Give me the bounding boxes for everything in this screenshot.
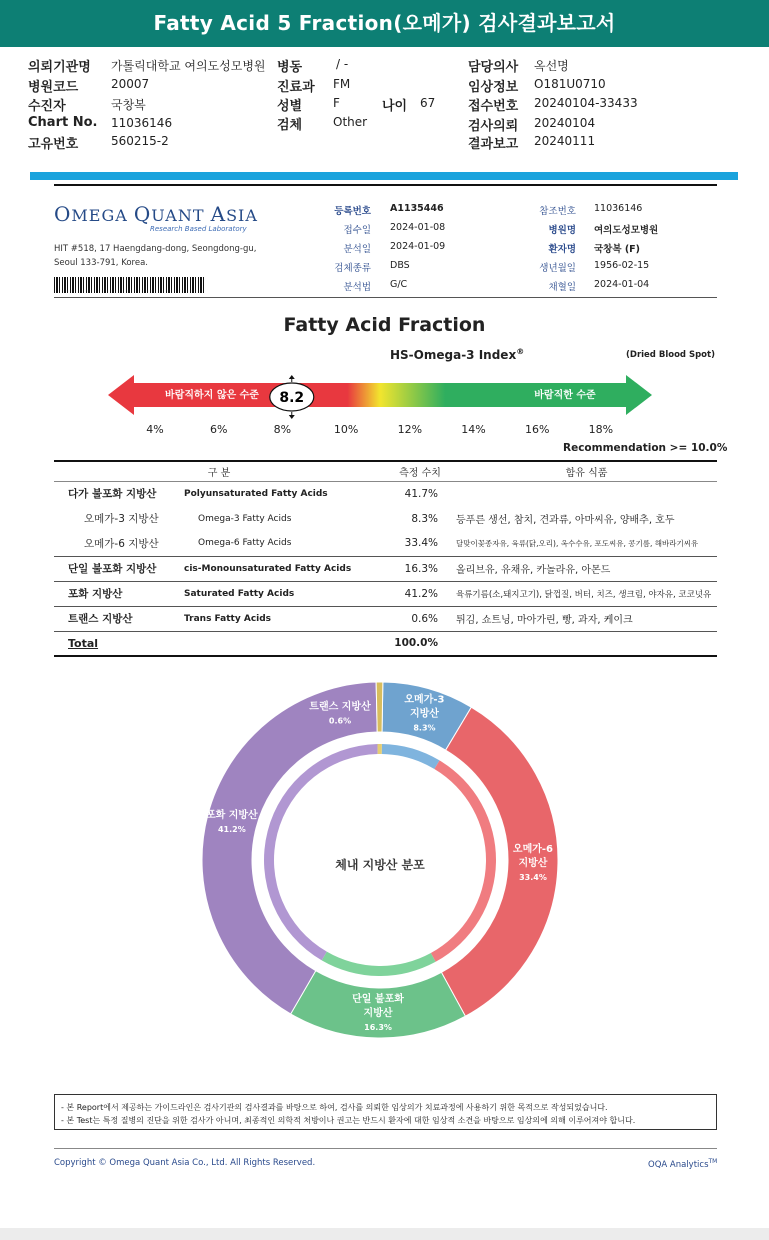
ward-label: 병동: [277, 60, 303, 75]
ward-value: / -: [336, 57, 349, 71]
doctor-value: 옥선명: [534, 59, 569, 73]
lab-logo: OMEGA QUANT ASIA: [54, 202, 258, 226]
donut-slice-label: 오메가-3: [404, 694, 445, 706]
omega-index-title: HS-Omega-3 Index®: [390, 347, 525, 362]
total-label: Total: [68, 636, 99, 650]
donut-slice-value: 0.6%: [328, 716, 352, 726]
lab-tagline: Research Based Laboratory: [150, 225, 247, 233]
unique-label: 고유번호: [28, 137, 79, 152]
collected-value: 2024-01-04: [594, 279, 650, 290]
birth-label: 생년월일: [539, 263, 576, 274]
copyright: Copyright © Omega Quant Asia Co., Ltd. All Rights Reserved.: [54, 1158, 316, 1168]
donut-slice-value: 33.4%: [519, 872, 547, 882]
table-row-total: [54, 631, 717, 656]
donut-inner-slice: [322, 952, 436, 976]
disclaimer-box: [54, 1094, 717, 1130]
section-title: Fatty Acid Fraction: [283, 314, 486, 336]
table-row: 다가 불포화 지방산 Polyunsaturated Fatty Acids 41.7%: [54, 481, 717, 506]
hospital-code-label: 병원코드: [28, 80, 79, 95]
index-tick-label: 6%: [209, 423, 228, 436]
index-tick-label: 16%: [524, 423, 550, 436]
fatty-acid-table: [54, 460, 717, 657]
receipt-value: 20240104-33433: [534, 96, 638, 110]
table-row: 단일 불포화 지방산 cis-Monounsaturated Fatty Acids 16.3% 올리브유, 유채유, 카놀라유, 아몬드: [54, 556, 717, 581]
table-row: 트랜스 지방산 Trans Fatty Acids 0.6% 튀김, 쇼트닝, 마아가린, 빵, 과자, 케이크: [54, 606, 717, 631]
donut-center-title: 체내 지방산 분포: [335, 858, 425, 872]
col-value: 측정 수치: [384, 461, 456, 481]
donut-slice-label: 단일 불포화: [352, 993, 404, 1005]
analyzed-label: 분석일: [343, 244, 371, 255]
report-date-value: 20240111: [534, 134, 596, 148]
index-tick-label: 4%: [146, 423, 164, 436]
request-value: 20240104: [534, 116, 596, 130]
hospital-code-value: 20007: [111, 77, 150, 91]
donut-slice: [376, 682, 383, 732]
patient-name-value: 국창복 (F): [594, 244, 641, 255]
report-title: Fatty Acid 5 Fraction(오메가) 검사결과보고서: [0, 0, 769, 47]
received-value: 2024-01-08: [390, 222, 446, 233]
specimen-type-label: 검체종류: [334, 263, 371, 274]
index-tick-label: 14%: [461, 423, 486, 436]
clinical-value: O181U0710: [534, 77, 606, 91]
specimen-note: (Dried Blood Spot): [626, 350, 715, 360]
clinical-label: 임상정보: [468, 80, 519, 95]
report-date-label: 결과보고: [468, 137, 519, 152]
institution-label: 의뢰기관명: [28, 60, 91, 75]
donut-slice-value: 16.3%: [364, 1022, 392, 1032]
dept-label: 진료과: [277, 80, 315, 95]
donut-inner-slice: [382, 744, 440, 769]
institution-value: 가톨릭대학교 여의도성모병원: [111, 59, 266, 73]
index-tick-label: 8%: [273, 423, 292, 436]
sex-label: 성별: [277, 99, 303, 114]
fatty-acid-donut-chart: [150, 678, 610, 1078]
good-level-label: 바람직한 수준: [534, 390, 596, 401]
collected-label: 채혈일: [548, 282, 576, 293]
patient-label: 수진자: [28, 99, 66, 114]
disclaimer-line: - 본 Test는 특정 질병의 진단을 위한 검사가 아니며, 최종적인 의학적 처방이나 권고는 반드시 환자에 대한 임상적 소견을 바탕으로 임상의에 의해 이루어져야 합니다.: [61, 1116, 636, 1125]
footer-brand: OQA Analytics™: [648, 1158, 718, 1170]
blue-divider: [30, 172, 738, 180]
table-row: 포화 지방산 Saturated Fatty Acids 41.2% 육류기름(소,돼지고기), 닭껍질, 버터, 치즈, 생크림, 야자유, 코코넛유: [54, 581, 717, 606]
doctor-label: 담당의사: [468, 60, 519, 75]
lab-address-line1: HIT #518, 17 Haengdang-dong, Seongdong-gu,: [54, 244, 257, 254]
receipt-label: 접수번호: [468, 99, 519, 114]
birth-value: 1956-02-15: [594, 260, 650, 271]
hospital-name-label: 병원명: [548, 225, 576, 236]
top-rule: [54, 184, 717, 186]
received-label: 접수일: [343, 225, 371, 236]
donut-slice-label: 지방산: [363, 1007, 393, 1019]
donut-slice-label: 오메가-6: [512, 843, 554, 855]
total-value: 100.0%: [384, 631, 456, 656]
request-label: 검사의뢰: [468, 119, 519, 134]
specimen-label: 검체: [277, 118, 303, 133]
chart-no-value: 11036146: [111, 116, 173, 130]
age-label: 나이: [382, 99, 408, 114]
info-rule: [54, 297, 717, 298]
dept-value: FM: [333, 77, 351, 91]
donut-slice-label: 지방산: [409, 708, 439, 720]
method-value: G/C: [390, 279, 408, 290]
omega-index-bar: [100, 370, 660, 420]
specimen-value: Other: [333, 115, 368, 129]
age-value: 67: [420, 96, 436, 110]
ref-no-value: 11036146: [594, 203, 643, 214]
specimen-type-value: DBS: [390, 260, 410, 271]
method-label: 분석법: [343, 282, 371, 293]
disclaimer-line: - 본 Report에서 제공하는 가이드라인은 검사기관의 검사결과를 바탕으로 하여, 검사를 의뢰한 임상의가 치료과정에 사용하기 위한 목적으로 작성되었습니다.: [61, 1103, 608, 1112]
patient-value: 국창복: [111, 98, 146, 112]
donut-slice-label: 지방산: [518, 857, 548, 869]
footer-rule: [54, 1148, 717, 1149]
table-row: 오메가-6 지방산 Omega-6 Fatty Acids 33.4% 달맞이꽃종자유, 육류(닭,오리), 옥수수유, 포도씨유, 콩기름, 해바라기씨유: [84, 537, 699, 550]
ref-no-label: 참조번호: [539, 206, 576, 217]
lab-address-line2: Seoul 133-791, Korea.: [54, 258, 148, 268]
table-row: 오메가-3 지방산 Omega-3 Fatty Acids 8.3% 등푸른 생선, 참치, 견과류, 아마씨유, 양배추, 호두: [84, 512, 675, 526]
recommendation: Recommendation >= 10.0%: [563, 442, 728, 454]
index-tick-label: 18%: [588, 423, 614, 436]
index-tick-label: 12%: [397, 423, 423, 436]
col-category: 구 분: [54, 461, 384, 481]
index-value-text: 8.2: [279, 390, 305, 406]
index-value-marker: [270, 375, 314, 419]
donut-slice-label: 트랜스 지방산: [309, 701, 371, 713]
bad-level-label: 바람직하지 않은 수준: [165, 390, 259, 401]
unique-value: 560215-2: [111, 134, 169, 148]
patient-name-label: 환자명: [548, 244, 576, 255]
reg-no-label: 등록번호: [334, 206, 371, 217]
index-tick-label: 10%: [333, 423, 359, 436]
donut-slice-label: 포화 지방산: [205, 809, 258, 821]
barcode: [54, 277, 206, 293]
analyzed-value: 2024-01-09: [390, 241, 446, 252]
reg-no-value: A1135446: [390, 203, 444, 214]
col-foods: 함유 식품: [456, 461, 717, 481]
donut-slice-value: 8.3%: [413, 723, 436, 733]
donut-inner-slice: [377, 744, 381, 754]
donut-slice-value: 41.2%: [217, 824, 246, 834]
hospital-name-value: 여의도성모병원: [594, 225, 659, 236]
page-bottom-band: [0, 1228, 769, 1240]
sex-value: F: [333, 96, 340, 110]
chart-no-label: Chart No.: [28, 115, 98, 130]
